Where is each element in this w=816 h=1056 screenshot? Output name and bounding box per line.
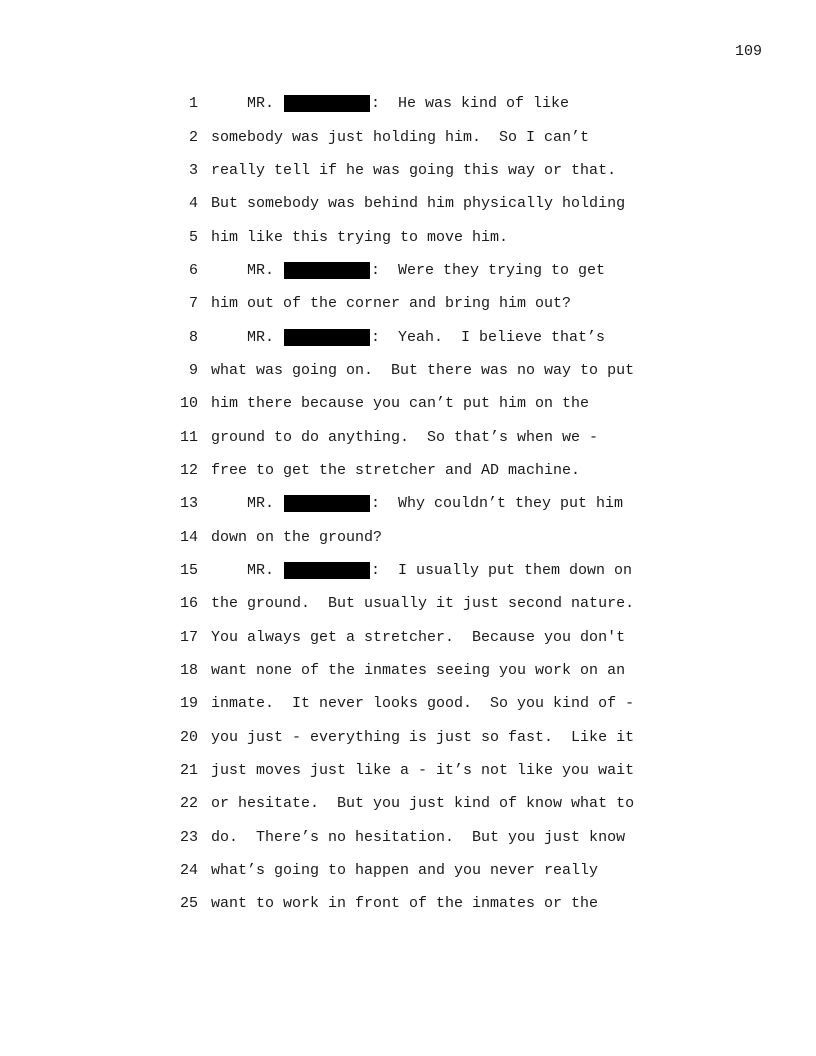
speaker-text: : Yeah. I believe that’s <box>371 328 606 346</box>
transcript-line <box>170 454 690 487</box>
line-text <box>211 529 382 546</box>
line-text <box>211 895 598 912</box>
line-number: 21 <box>179 762 198 780</box>
line-number: 20 <box>179 728 198 746</box>
line-number: 17 <box>179 628 198 646</box>
line-text <box>211 362 634 379</box>
line-text <box>211 162 616 179</box>
transcript-line <box>170 687 690 720</box>
page-number: 109 <box>734 43 762 60</box>
transcript-line <box>170 254 690 287</box>
line-text-content: what was going on. But there was no way to put <box>211 361 635 379</box>
line-text-content: him there because you can’t put him on the <box>211 395 590 413</box>
redaction-bar <box>284 562 370 579</box>
line-text <box>211 229 508 246</box>
line-number: 7 <box>188 295 198 313</box>
line-text-content: want none of the inmates seeing you work on an <box>211 662 626 680</box>
line-text <box>211 495 623 512</box>
line-number: 13 <box>179 495 198 513</box>
speaker-text: : Were they trying to get <box>371 261 606 279</box>
line-number: 1 <box>188 95 198 113</box>
line-number: 3 <box>188 161 198 179</box>
line-text <box>211 695 634 712</box>
transcript-line <box>170 721 690 754</box>
transcript-body <box>170 87 690 921</box>
line-text <box>211 295 571 312</box>
line-number: 25 <box>179 895 198 913</box>
line-text-content: inmate. It never looks good. So you kind of - <box>211 695 635 713</box>
line-text <box>211 129 589 146</box>
transcript-line <box>170 354 690 387</box>
line-text <box>211 562 632 579</box>
transcript-line <box>170 287 690 320</box>
line-text-content: ground to do anything. So that’s when we - <box>211 428 599 446</box>
transcript-line <box>170 821 690 854</box>
transcript-line <box>170 154 690 187</box>
line-number: 24 <box>179 862 198 880</box>
line-number: 10 <box>179 395 198 413</box>
line-text <box>211 329 605 346</box>
redaction-bar <box>284 95 370 112</box>
transcript-line <box>170 87 690 120</box>
line-text <box>211 795 634 812</box>
transcript-line <box>170 587 690 620</box>
line-number: 6 <box>188 261 198 279</box>
line-text-content: the ground. But usually it just second nature. <box>211 595 635 613</box>
line-text <box>211 195 625 212</box>
transcript-line <box>170 520 690 553</box>
line-text <box>211 829 625 846</box>
line-text-content: MR. <box>211 561 275 579</box>
line-text-content: MR. <box>211 261 275 279</box>
transcript-line <box>170 621 690 654</box>
line-text <box>211 662 625 679</box>
transcript-line <box>170 187 690 220</box>
line-text-content: really tell if he was going this way or that. <box>211 161 617 179</box>
line-text-content: somebody was just holding him. So I can’t <box>211 128 590 146</box>
line-number: 14 <box>179 528 198 546</box>
line-text-content: MR. <box>211 495 275 513</box>
line-text-content: You always get a stretcher. Because you don't <box>211 628 626 646</box>
transcript-line <box>170 654 690 687</box>
line-text <box>211 262 605 279</box>
line-number: 2 <box>188 128 198 146</box>
transcript-line <box>170 887 690 920</box>
line-text-content: do. There’s no hesitation. But you just know <box>211 828 626 846</box>
transcript-line <box>170 120 690 153</box>
line-number: 18 <box>179 662 198 680</box>
transcript-line <box>170 754 690 787</box>
speaker-text: : Why couldn’t they put him <box>371 495 624 513</box>
line-text-content: him out of the corner and bring him out? <box>211 295 572 313</box>
line-text <box>211 629 625 646</box>
line-text-content: MR. <box>211 328 275 346</box>
line-number: 11 <box>179 428 198 446</box>
line-text <box>211 429 598 446</box>
redaction-bar <box>284 329 370 346</box>
transcript-line <box>170 787 690 820</box>
redaction-bar <box>284 262 370 279</box>
line-number: 12 <box>179 461 198 479</box>
redaction-bar <box>284 495 370 512</box>
line-text-content: or hesitate. But you just kind of know what to <box>211 795 635 813</box>
line-text <box>211 395 589 412</box>
line-text-content: MR. <box>211 95 275 113</box>
line-number: 22 <box>179 795 198 813</box>
line-number: 9 <box>188 361 198 379</box>
transcript-line <box>170 487 690 520</box>
line-text <box>211 595 634 612</box>
line-text <box>211 462 580 479</box>
line-text <box>211 729 634 746</box>
line-number: 4 <box>188 195 198 213</box>
line-number: 15 <box>179 561 198 579</box>
line-number: 23 <box>179 828 198 846</box>
transcript-line <box>170 854 690 887</box>
transcript-line <box>170 420 690 453</box>
speaker-text: : I usually put them down on <box>371 561 633 579</box>
line-text-content: want to work in front of the inmates or the <box>211 895 599 913</box>
speaker-text: : He was kind of like <box>371 95 570 113</box>
line-text <box>211 862 598 879</box>
line-text-content: him like this trying to move him. <box>211 228 509 246</box>
line-text-content: you just - everything is just so fast. Like it <box>211 728 635 746</box>
line-text <box>211 762 634 779</box>
transcript-line <box>170 387 690 420</box>
line-number: 16 <box>179 595 198 613</box>
line-number: 5 <box>188 228 198 246</box>
line-number: 8 <box>188 328 198 346</box>
line-text-content: what’s going to happen and you never really <box>211 862 599 880</box>
line-text-content: free to get the stretcher and AD machine. <box>211 461 581 479</box>
line-text-content: But somebody was behind him physically holding <box>211 195 626 213</box>
transcript-line <box>170 220 690 253</box>
transcript-line <box>170 554 690 587</box>
line-text-content: just moves just like a - it’s not like you wait <box>211 762 635 780</box>
transcript-line <box>170 320 690 353</box>
line-text <box>211 95 569 112</box>
line-text-content: down on the ground? <box>211 528 383 546</box>
line-number: 19 <box>179 695 198 713</box>
